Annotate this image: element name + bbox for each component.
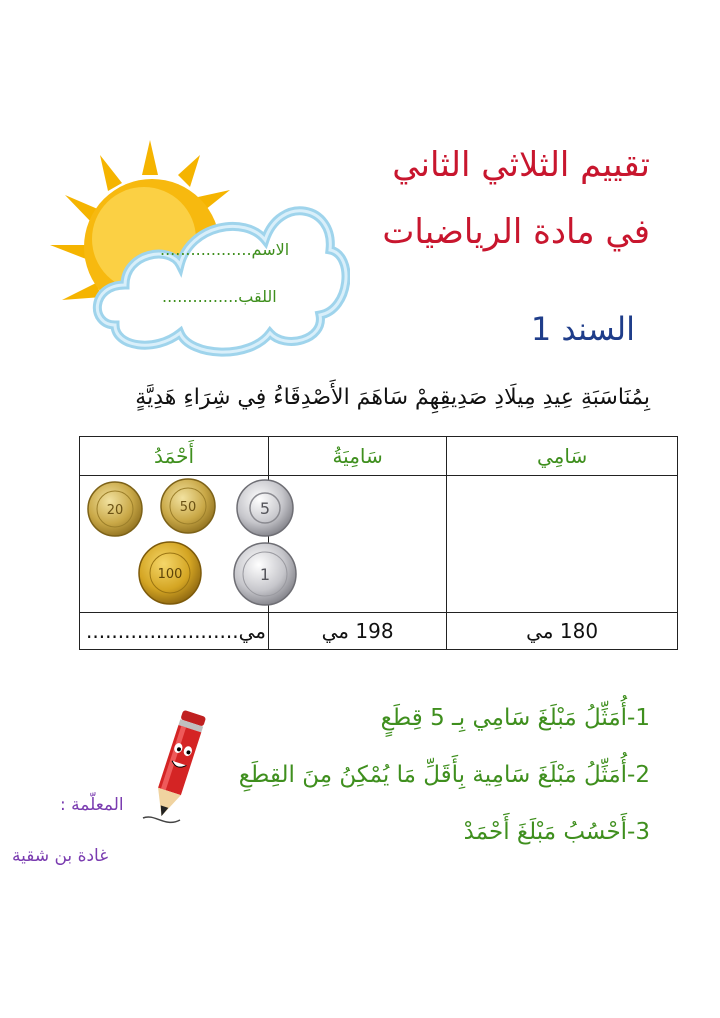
coin-5-icon <box>237 480 293 536</box>
table-header-row <box>80 437 678 476</box>
column-header-samia: سَامِيَةُ <box>269 437 447 476</box>
coin-100-icon <box>139 542 201 604</box>
teacher-name: غادة بن شقية <box>12 846 109 866</box>
student-surname-field[interactable]: اللقب............... <box>162 287 277 306</box>
column-header-sami: سَامِي <box>447 437 678 476</box>
questions-list <box>239 705 650 876</box>
question-item: 2-أُمَثِّلُ مَبْلَغَ سَامِية بِأَقَلِّ مَا يُمْكِنُ مِنَ القِطَعِ <box>238 762 650 788</box>
contributions-table <box>79 436 678 650</box>
column-header-ahmed: أَحْمَدُ <box>80 437 269 476</box>
amount-samia: 198 مي <box>269 613 447 650</box>
amount-ahmed[interactable]: مي........................ <box>80 613 269 650</box>
table-row-amounts <box>80 613 678 650</box>
amount-sami: 180 مي <box>447 613 678 650</box>
question-item: 3-أَحْسُبُ مَبْلَغَ أَحْمَدْ <box>463 819 650 845</box>
coin-50-icon <box>161 479 215 533</box>
coin-1-icon <box>234 543 296 605</box>
svg-text:20: 20 <box>106 503 124 518</box>
cell-sami-coins[interactable] <box>447 476 678 613</box>
svg-text:1: 1 <box>259 565 271 584</box>
page-title-line2: في مادة الرياضيات <box>382 212 650 252</box>
silver-coins <box>225 475 305 607</box>
svg-text:100: 100 <box>157 567 183 582</box>
page-title-line1: تقييم الثلاثي الثاني <box>392 145 650 185</box>
intro-text: بِمُنَاسَبَةِ عِيدِ مِيلَادِ صَدِيقِهِمْ سَاهَمَ الأَصْدِقَاءُ فِي شِرَاءِ هَدِيَّةٍ <box>135 385 650 410</box>
table-row-coins <box>80 476 678 613</box>
teacher-label: المعلّمة : <box>60 795 124 815</box>
question-item: 1-أُمَثِّلُ مَبْلَغَ سَامِي بِـ 5 قِطَعٍ <box>380 705 650 731</box>
svg-text:50: 50 <box>179 500 197 515</box>
document-label: السند 1 <box>530 310 635 348</box>
pencil-mascot-icon <box>135 708 215 833</box>
student-name-field[interactable]: الاسم.................. <box>160 240 290 259</box>
coin-20-icon <box>88 482 142 536</box>
svg-text:5: 5 <box>259 499 271 518</box>
